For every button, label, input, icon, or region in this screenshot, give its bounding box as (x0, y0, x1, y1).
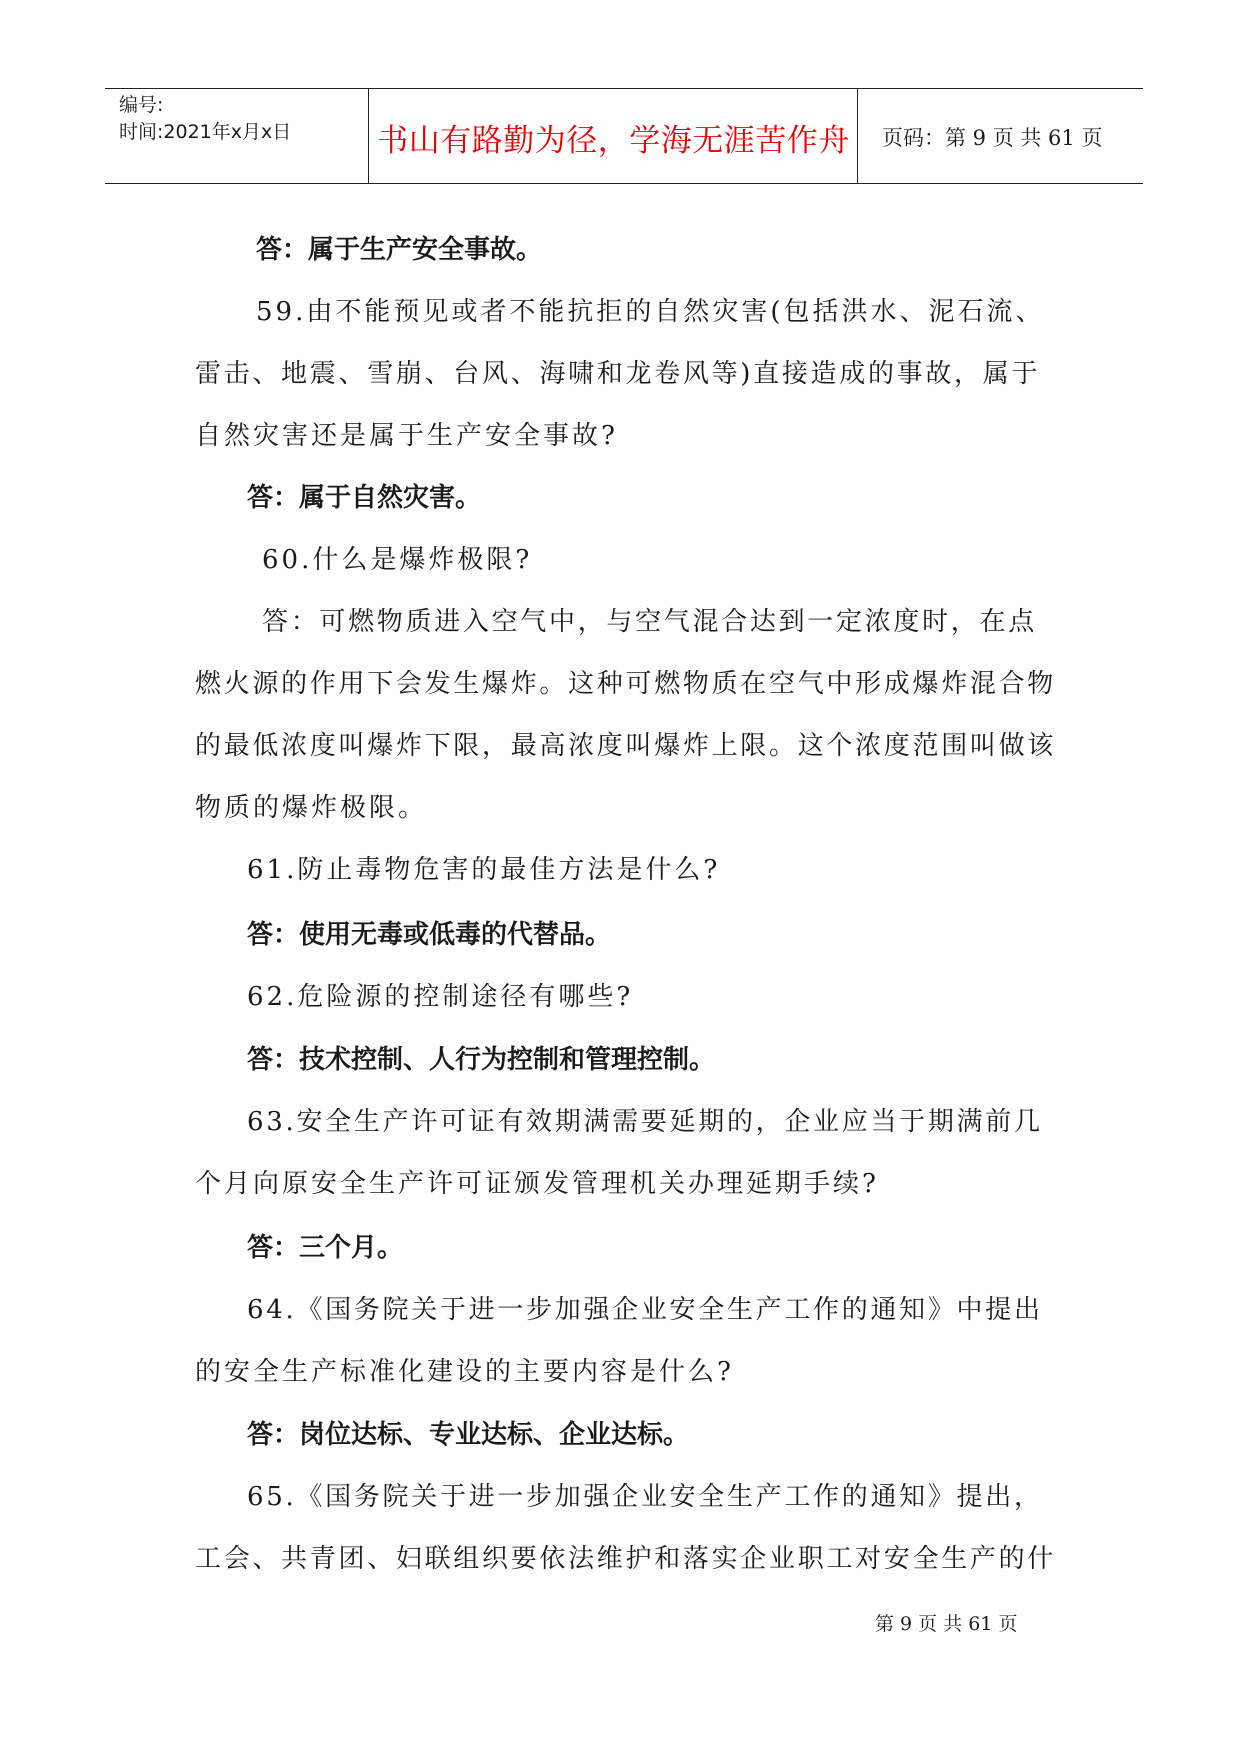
question-65-line-1: 65.《国务院关于进一步加强企业安全生产工作的通知》提出， (247, 1482, 1043, 1512)
answer-63: 答：三个月。 (247, 1233, 404, 1263)
header-motto-cell (370, 89, 858, 183)
document-number-label: 编号: (119, 94, 164, 116)
document-time-label: 时间:2021年x月x日 (119, 121, 292, 143)
question-62: 62.危险源的控制途径有哪些? (247, 982, 634, 1012)
answer-61: 答：使用无毒或低毒的代替品。 (247, 920, 612, 950)
question-65-line-2: 工会、共青团、妇联组织要依法维护和落实企业职工对安全生产的什 (195, 1544, 1057, 1574)
document-header (105, 88, 1143, 184)
header-page-cell (870, 89, 1140, 183)
answer-60-line-4: 物质的爆炸极限。 (195, 793, 428, 823)
answer-62: 答：技术控制、人行为控制和管理控制。 (247, 1045, 716, 1075)
question-61: 61.防止毒物危害的最佳方法是什么? (247, 855, 721, 885)
answer-60-line-1: 答：可燃物质进入空气中，与空气混合达到一定浓度时，在点 (262, 607, 1037, 637)
question-64-line-1: 64.《国务院关于进一步加强企业安全生产工作的通知》中提出 (247, 1295, 1043, 1325)
question-59-line-1: 59.由不能预见或者不能抗拒的自然灾害(包括洪水、泥石流、 (256, 297, 1045, 327)
header-motto: 书山有路勤为径，学海无涯苦作舟 (377, 123, 850, 159)
question-64-line-2: 的安全生产标准化建设的主要内容是什么? (195, 1357, 734, 1387)
answer-58: 答：属于生产安全事故。 (256, 235, 543, 265)
header-page-info: 页码：第 9 页 共 61 页 (882, 126, 1103, 150)
answer-60-line-2: 燃火源的作用下会发生爆炸。这种可燃物质在空气中形成爆炸混合物 (195, 669, 1057, 699)
question-63-line-1: 63.安全生产许可证有效期满需要延期的，企业应当于期满前几 (247, 1107, 1043, 1137)
question-63-line-2: 个月向原安全生产许可证颁发管理机关办理延期手续? (195, 1169, 879, 1199)
footer-page-number: 第 9 页 共 61 页 (875, 1613, 1018, 1635)
answer-60-line-3: 的最低浓度叫爆炸下限，最高浓度叫爆炸上限。这个浓度范围叫做该 (195, 731, 1057, 761)
question-59-line-2: 雷击、地震、雪崩、台风、海啸和龙卷风等)直接造成的事故，属于 (195, 359, 1041, 389)
question-59-line-3: 自然灾害还是属于生产安全事故? (195, 421, 618, 451)
answer-64: 答：岗位达标、专业达标、企业达标。 (247, 1420, 690, 1450)
answer-59: 答：属于自然灾害。 (247, 483, 482, 513)
header-meta-cell (105, 89, 369, 183)
question-60: 60.什么是爆炸极限? (262, 545, 533, 575)
